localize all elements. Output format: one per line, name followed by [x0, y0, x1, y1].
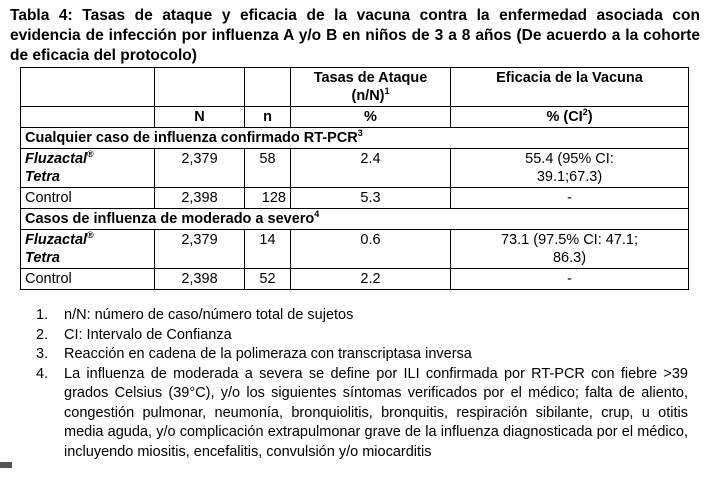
table-header-row [21, 68, 689, 107]
header-efficacy: Eficacia de la Vacuna [451, 68, 689, 107]
col-n: n [245, 107, 291, 128]
footnote: 4. La influenza de moderada a severa se define por ILI confirmada por RT-PCR con fiebre >39 grados Celsius (39°C), y/o los siguientes síntomas verificados por el médico; falta de aliento, congestión pulmonar, neumonía, bronquiolitis, bronquitis, respiración sibilante, crup, u otitis media aguda, y/o complicación extrapulmonar grave de la influenza diagnosticada por el médico, incluyendo miositis, encefalitis, convulsión y/o miocarditis [36, 365, 688, 460]
vaccine-label: Fluzactal® Tetra [21, 230, 155, 269]
table-subheader-row [21, 107, 689, 128]
footnote: 3. Reacción en cadena de la polimeraza con transcriptasa inversa [36, 346, 472, 362]
table-row: Fluzactal® Tetra 2,379 14 0.6 73.1 (97.5% CI: 47.1; 86.3) [21, 230, 689, 269]
col-pct-ci: % $(CI^2)$ [451, 107, 689, 128]
table-row: Control 2,398 128 5.3 - [21, 188, 689, 209]
efficacy-table [20, 67, 689, 290]
section-row: Cualquier caso de influenza confirmado RT-PCR$^3$ [21, 128, 689, 149]
header-attack-rate: Tasas de Ataque $(n/N)^1$ [291, 68, 451, 107]
vaccine-label: Fluzactal® Tetra [21, 149, 155, 188]
page-edge-mark [0, 462, 12, 468]
footnote: 1. n/N: número de caso/número total de sujetos [36, 307, 354, 323]
col-N: N [155, 107, 245, 128]
table-row: Control 2,398 52 2.2 - [21, 269, 689, 290]
table-title: Tabla 4: Tasas de ataque y eficacia de la vacuna contra la enfermedad asociada con evidencia de infección por influenza A y/o B en niños de 3 a 8 años (De acuerdo a la cohorte de eficacia del protocolo) [10, 7, 700, 64]
footnote: 2. CI: Intervalo de Confianza [36, 326, 232, 343]
col-pct: % [291, 107, 451, 128]
section-row: Casos de influenza de moderado a severo$^4$ [21, 209, 689, 230]
table-row: Fluzactal® Tetra 2,379 58 2.4 55.4 (95% CI: 39.1;67.3) [21, 149, 689, 188]
footnotes [36, 306, 688, 462]
